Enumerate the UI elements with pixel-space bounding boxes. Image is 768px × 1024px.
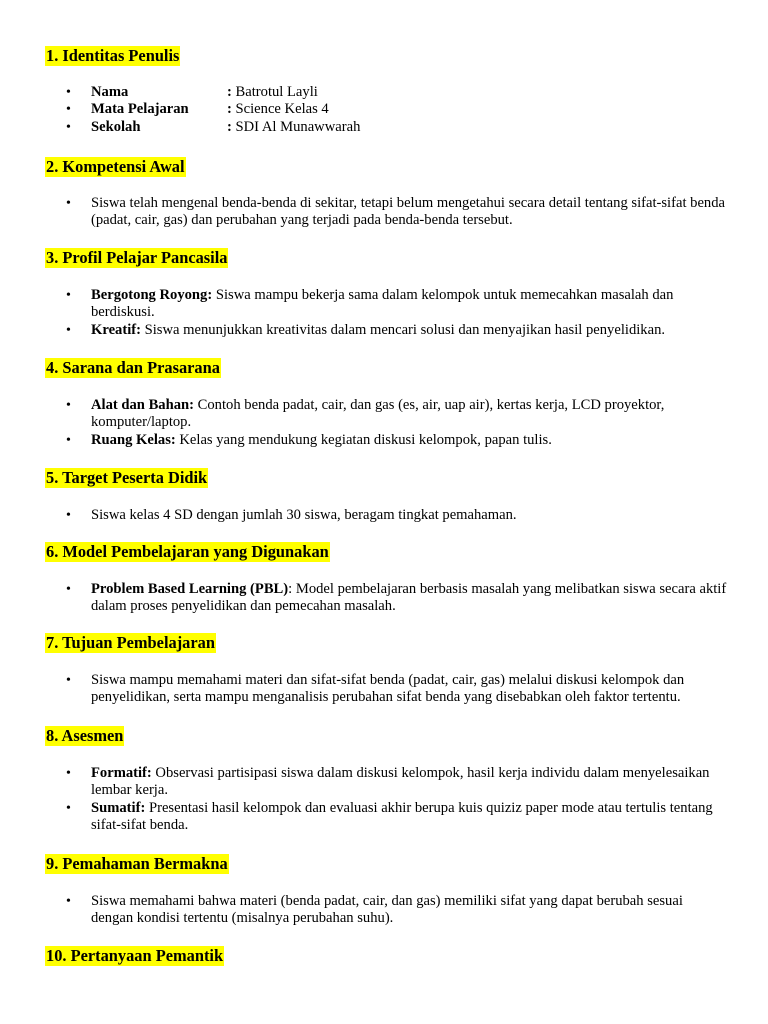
item-text: Siswa mampu memahami materi dan sifat-sifat benda (padat, cair, gas) melalui diskusi kelompok dan penyelidikan, serta mampu menganalisis perubahan sifat benda yang disebabkan oleh faktor tertentu.	[91, 671, 685, 705]
item-text: Contoh benda padat, cair, dan gas (es, air, uap air), kertas kerja, LCD proyektor, komputer/laptop.	[91, 396, 665, 430]
item-text: Presentasi hasil kelompok dan evaluasi akhir berupa kuis quiziz paper mode atau tertulis tentang sifat-sifat benda.	[91, 799, 713, 833]
section-heading: 3. Profil Pelajar Pancasila	[46, 248, 228, 267]
field-separator: :	[227, 83, 232, 100]
field-separator: :	[227, 101, 232, 117]
section-heading: 6. Model Pembelajaran yang Digunakan	[46, 542, 329, 561]
item-text: Siswa memahami bahwa materi (benda padat, cair, dan gas) memiliki sifat yang dapat berubah sesuai dengan kondisi tertentu (misalnya perubahan suhu).	[91, 892, 683, 926]
list-item	[45, 195, 728, 230]
field-value: SDI Al Munawwarah	[231, 118, 361, 135]
field-label: Sekolah	[91, 118, 141, 135]
section-identitas-penulis	[45, 46, 728, 136]
section-asesmen	[45, 726, 728, 835]
list-item	[45, 119, 728, 137]
item-term: Kreatif:	[91, 321, 141, 338]
field-value: Batrotul Layli	[231, 83, 318, 100]
item-term: Alat dan Bahan:	[91, 396, 194, 413]
list-item	[45, 322, 728, 340]
bullet-list	[45, 397, 728, 450]
section-sarana-prasarana	[45, 358, 728, 449]
item-term: Bergotong Royong:	[91, 286, 213, 303]
bullet-list	[45, 893, 728, 928]
item-term: Problem Based Learning (PBL)	[91, 580, 289, 597]
bullet-list	[45, 507, 728, 525]
section-model-pembelajaran	[45, 542, 728, 616]
bullet-list	[45, 195, 728, 230]
section-heading: 9. Pemahaman Bermakna	[46, 854, 228, 873]
item-text: Siswa menunjukkan kreativitas dalam mencari solusi dan menyajikan hasil penyelidikan.	[140, 321, 666, 338]
section-heading: 5. Target Peserta Didik	[46, 468, 208, 487]
section-pemahaman-bermakna	[45, 854, 728, 928]
list-item	[45, 672, 728, 707]
list-item	[45, 101, 728, 119]
list-item	[45, 432, 728, 450]
item-term: Sumatif:	[91, 799, 146, 816]
section-heading: 2. Kompetensi Awal	[46, 157, 185, 176]
item-term: Ruang Kelas:	[91, 431, 176, 448]
section-tujuan-pembelajaran	[45, 633, 728, 707]
section-heading: 7. Tujuan Pembelajaran	[46, 633, 215, 652]
list-item	[45, 800, 728, 835]
list-item	[45, 765, 728, 800]
section-heading: 8. Asesmen	[46, 726, 124, 745]
bullet-list	[45, 765, 728, 835]
field-value: Science Kelas 4	[231, 101, 329, 117]
section-heading: 4. Sarana dan Prasarana	[46, 358, 220, 377]
field-label: Nama	[91, 83, 129, 100]
section-pertanyaan-pemantik	[45, 946, 728, 967]
bullet-list	[45, 581, 728, 616]
list-item	[45, 893, 728, 928]
section-profil-pelajar-pancasila	[45, 248, 728, 339]
item-term: Formatif:	[91, 764, 152, 781]
item-text: Siswa telah mengenal benda-benda di sekitar, tetapi belum mengetahui secara detail tentang sifat-sifat benda (padat, cair, gas) dan perubahan yang terjadi pada benda-benda tersebut.	[91, 194, 726, 228]
bullet-list	[45, 84, 728, 137]
list-item	[45, 507, 728, 525]
list-item	[45, 397, 728, 432]
field-separator: :	[227, 118, 232, 135]
list-item	[45, 84, 728, 102]
list-item	[45, 581, 728, 616]
section-kompetensi-awal	[45, 157, 728, 230]
section-heading: 10. Pertanyaan Pemantik	[46, 946, 224, 965]
bullet-list	[45, 672, 728, 707]
item-text: Siswa kelas 4 SD dengan jumlah 30 siswa, beragam tingkat pemahaman.	[91, 506, 517, 523]
item-text: Siswa mampu bekerja sama dalam kelompok untuk memecahkan masalah dan berdiskusi.	[91, 286, 674, 320]
list-item	[45, 287, 728, 322]
field-label: Mata Pelajaran	[91, 101, 189, 117]
item-text: Observasi partisipasi siswa dalam diskusi kelompok, hasil kerja individu dalam menyelesaikan lembar kerja.	[91, 764, 710, 798]
section-target-peserta-didik	[45, 468, 728, 524]
bullet-list	[45, 287, 728, 340]
section-heading: 1. Identitas Penulis	[46, 46, 180, 65]
item-text: Kelas yang mendukung kegiatan diskusi kelompok, papan tulis.	[175, 431, 552, 448]
item-text: : Model pembelajaran berbasis masalah yang melibatkan siswa secara aktif dalam proses penyelidikan dan pemecahan masalah.	[91, 580, 727, 614]
